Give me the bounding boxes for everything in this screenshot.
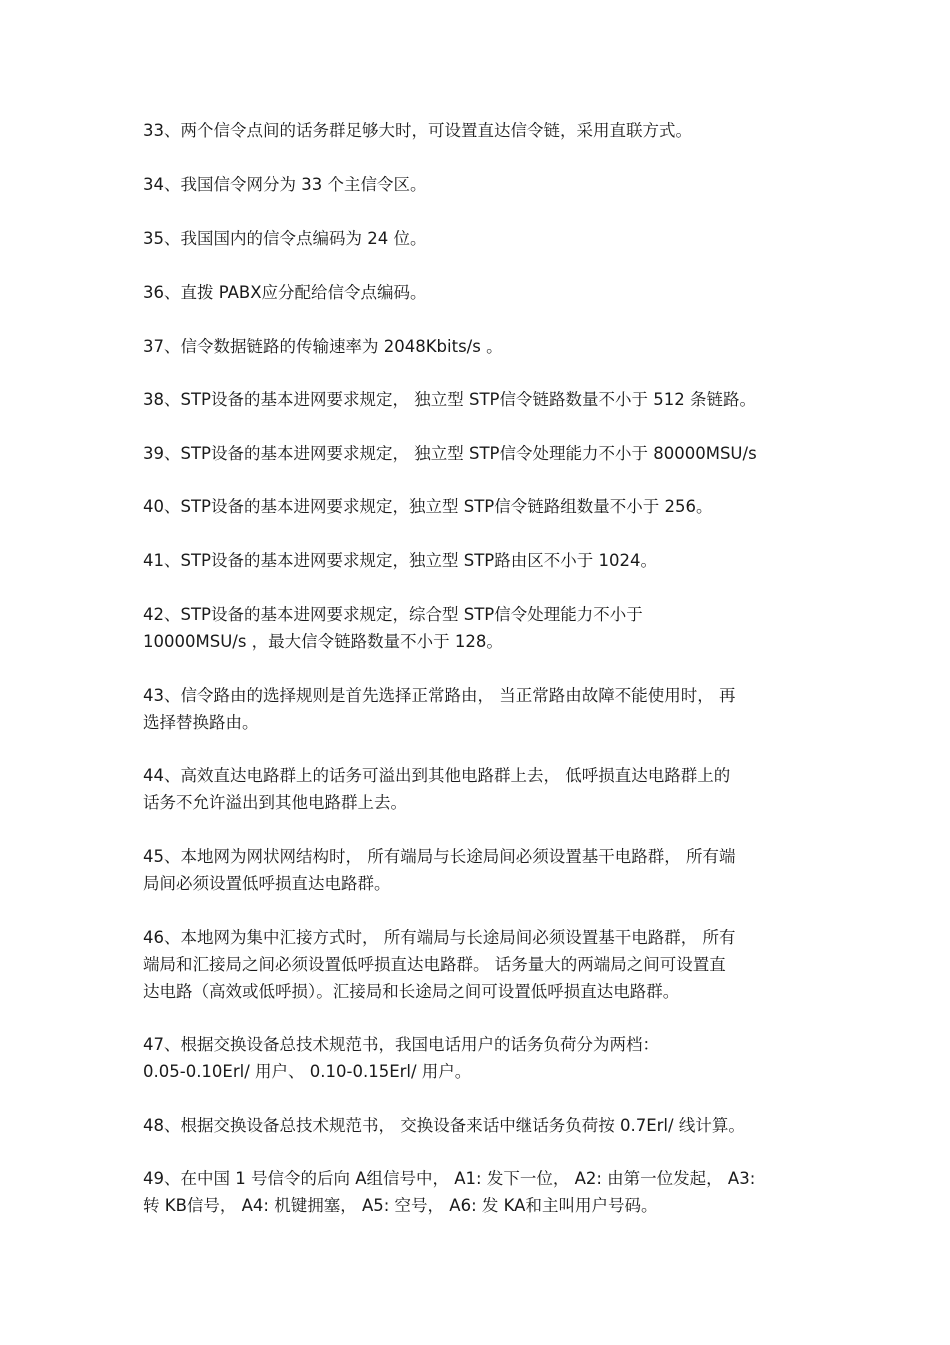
list-item [143, 225, 811, 252]
text-line: 10000MSU/s ，最大信令链路数量不小于 128。 [143, 632, 503, 651]
text-line: 局间必须设置低呼损直达电路群。 [143, 874, 391, 893]
text-line: 45、本地网为网状网结构时， 所有端局与长途局间必须设置基干电路群， 所有端 [143, 847, 736, 866]
text-line: 35、我国国内的信令点编码为 24 位。 [143, 229, 427, 248]
list-item [143, 493, 811, 520]
list-item [143, 117, 811, 144]
list-item [143, 333, 811, 360]
text-line: 49、在中国 1 号信令的后向 A组信号中， A1: 发下一位， A2: 由第一位发起， A3: [143, 1169, 756, 1188]
text-line: 33、两个信令点间的话务群足够大时，可设置直达信令链，采用直联方式。 [143, 121, 692, 140]
list-item [143, 682, 811, 736]
text-line: 42、STP设备的基本进网要求规定，综合型 STP信令处理能力不小于 [143, 605, 643, 624]
text-line: 37、信令数据链路的传输速率为 2048Kbits/s 。 [143, 337, 503, 356]
text-line: 36、直拨 PABX应分配给信令点编码。 [143, 283, 427, 302]
text-line: 44、高效直达电路群上的话务可溢出到其他电路群上去， 低呼损直达电路群上的 [143, 766, 731, 785]
list-item [143, 843, 811, 897]
list-item [143, 1165, 811, 1219]
list-item [143, 762, 811, 816]
list-item [143, 1031, 811, 1085]
text-line: 43、信令路由的选择规则是首先选择正常路由， 当正常路由故障不能使用时， 再 [143, 686, 736, 705]
text-line: 47、根据交换设备总技术规范书，我国电话用户的话务负荷分为两档： [143, 1035, 659, 1054]
text-line: 34、我国信令网分为 33 个主信令区。 [143, 175, 427, 194]
text-line: 转 KB信号， A4: 机键拥塞， A5: 空号， A6: 发 KA和主叫用户号码。 [143, 1196, 658, 1215]
list-item [143, 1112, 811, 1139]
text-line: 40、STP设备的基本进网要求规定，独立型 STP信令链路组数量不小于 256。 [143, 497, 713, 516]
text-line: 0.05-0.10Erl/ 用户、 0.10-0.15Erl/ 用户。 [143, 1062, 472, 1081]
list-item [143, 601, 811, 655]
text-line: 选择替换路由。 [143, 713, 259, 732]
list-item [143, 440, 811, 467]
list-item [143, 279, 811, 306]
text-line: 端局和汇接局之间必须设置低呼损直达电路群。 话务量大的两端局之间可设置直 [143, 955, 726, 974]
text-line: 话务不允许溢出到其他电路群上去。 [143, 793, 407, 812]
list-item [143, 386, 811, 413]
text-line: 39、STP设备的基本进网要求规定， 独立型 STP信令处理能力不小于 80000MSU/s [143, 444, 757, 463]
text-line: 48、根据交换设备总技术规范书， 交换设备来话中继话务负荷按 0.7Erl/ 线计算。 [143, 1116, 745, 1135]
list-item [143, 924, 811, 1005]
list-item [143, 547, 811, 574]
list-item [143, 171, 811, 198]
text-line: 41、STP设备的基本进网要求规定，独立型 STP路由区不小于 1024。 [143, 551, 657, 570]
text-line: 38、STP设备的基本进网要求规定， 独立型 STP信令链路数量不小于 512 条链路。 [143, 390, 756, 409]
text-line: 46、本地网为集中汇接方式时， 所有端局与长途局间必须设置基干电路群， 所有 [143, 928, 736, 947]
text-line: 达电路（高效或低呼损）。汇接局和长途局之间可设置低呼损直达电路群。 [143, 982, 680, 1001]
